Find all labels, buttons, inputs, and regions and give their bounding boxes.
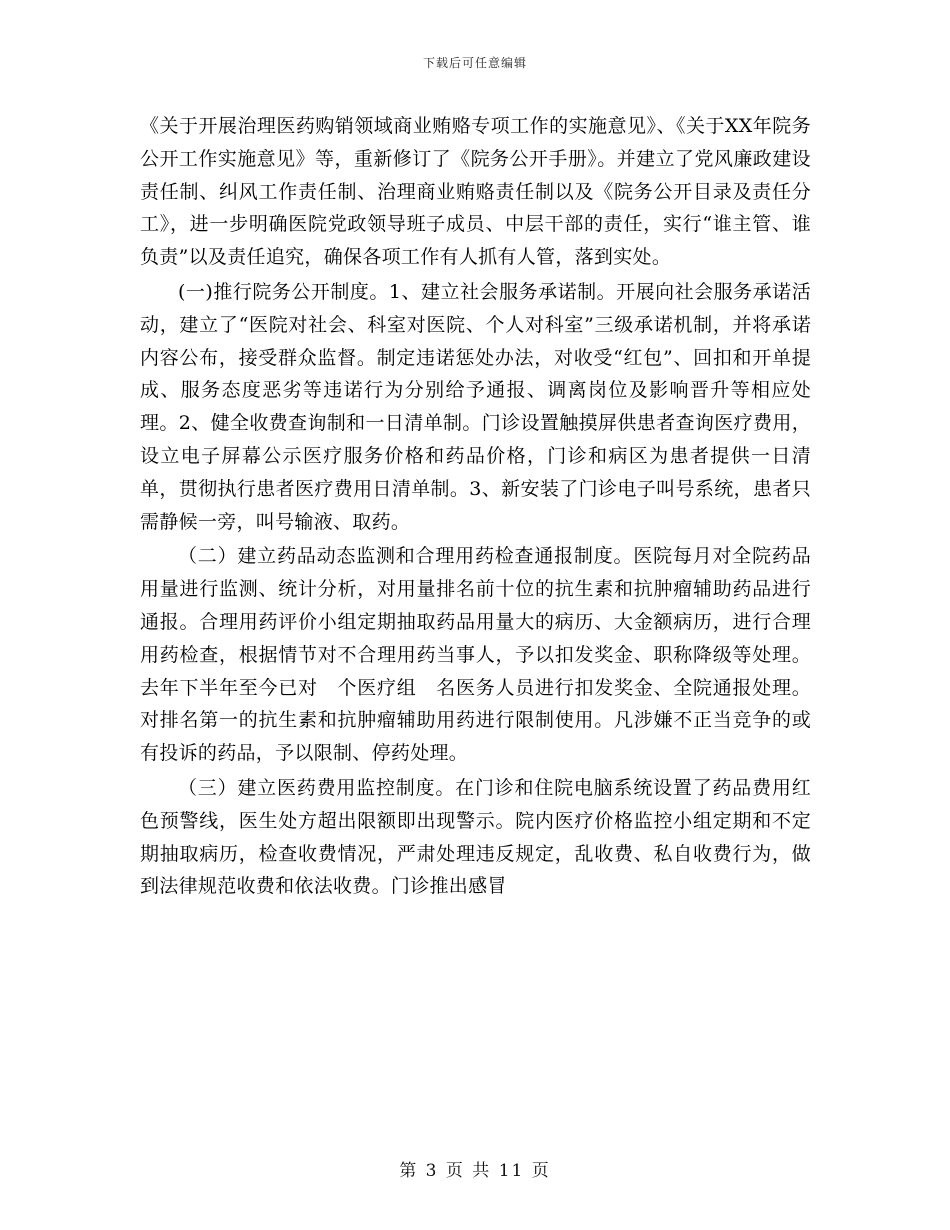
page-header-note: 下载后可任意编辑: [422, 56, 527, 70]
paragraph-section-1: (一)推行院务公开制度。1、建立社会服务承诺制。开展向社会服务承诺活动，建立了“医院对社会、科室对医院、个人对科室”三级承诺机制，并将承诺内容公布，接受群众监督。制定违诺惩处办法，对收受“红包”、回扣和开单提成、服务态度恶劣等违诺行为分别给予通报、调离岗位及影响晋升等相应处理。2、健全收费查询制和一日清单制。门诊设置触摸屏供患者查询医疗费用，设立电子屏幕公示医疗服务价格和药品价格，门诊和病区为患者提供一日清单，贯彻执行患者医疗费用日清单制。3、新安装了门诊电子叫号系统，患者只需静候一旁，叫号输液、取药。: [140, 280, 811, 533]
page-number-footer: 第 3 页 共 11 页: [399, 1161, 551, 1181]
paragraph-section-3: （三）建立医药费用监控制度。在门诊和住院电脑系统设置了药品费用红色预警线，医生处方超出限额即出现警示。院内医疗价格监控小组定期和不定期抽取病历，检查收费情况，严肃处理违反规定，乱收费、私自收费行为，做到法律规范收费和依法收费。门诊推出感冒: [140, 776, 811, 898]
paragraph-continuation: 《关于开展治理医药购销领域商业贿赂专项工作的实施意见》、《关于XX年院务公开工作实施意见》等，重新修订了《院务公开手册》。并建立了党风廉政建设责任制、纠风工作责任制、治理商业贿赂责任制以及《院务公开目录及责任分工》，进一步明确医院党政领导班子成员、中层干部的责任，实行“谁主管、谁负责”以及责任追究，确保各项工作有人抓有人管，落到实处。: [140, 115, 811, 269]
paragraph-section-2: （二）建立药品动态监测和合理用药检查通报制度。医院每月对全院药品用量进行监测、统计分析，对用量排名前十位的抗生素和抗肿瘤辅助药品进行通报。合理用药评价小组定期抽取药品用量大的病历、大金额病历，进行合理用药检查，根据情节对不合理用药当事人，予以扣发奖金、职称降级等处理。去年下半年至今已对 个医疗组 名医务人员进行扣发奖金、全院通报处理。对排名第一的抗生素和抗肿瘤辅助用药进行限制使用。凡涉嫌不正当竞争的或有投诉的药品，予以限制、停药处理。: [140, 545, 811, 765]
document-body: [140, 110, 811, 903]
